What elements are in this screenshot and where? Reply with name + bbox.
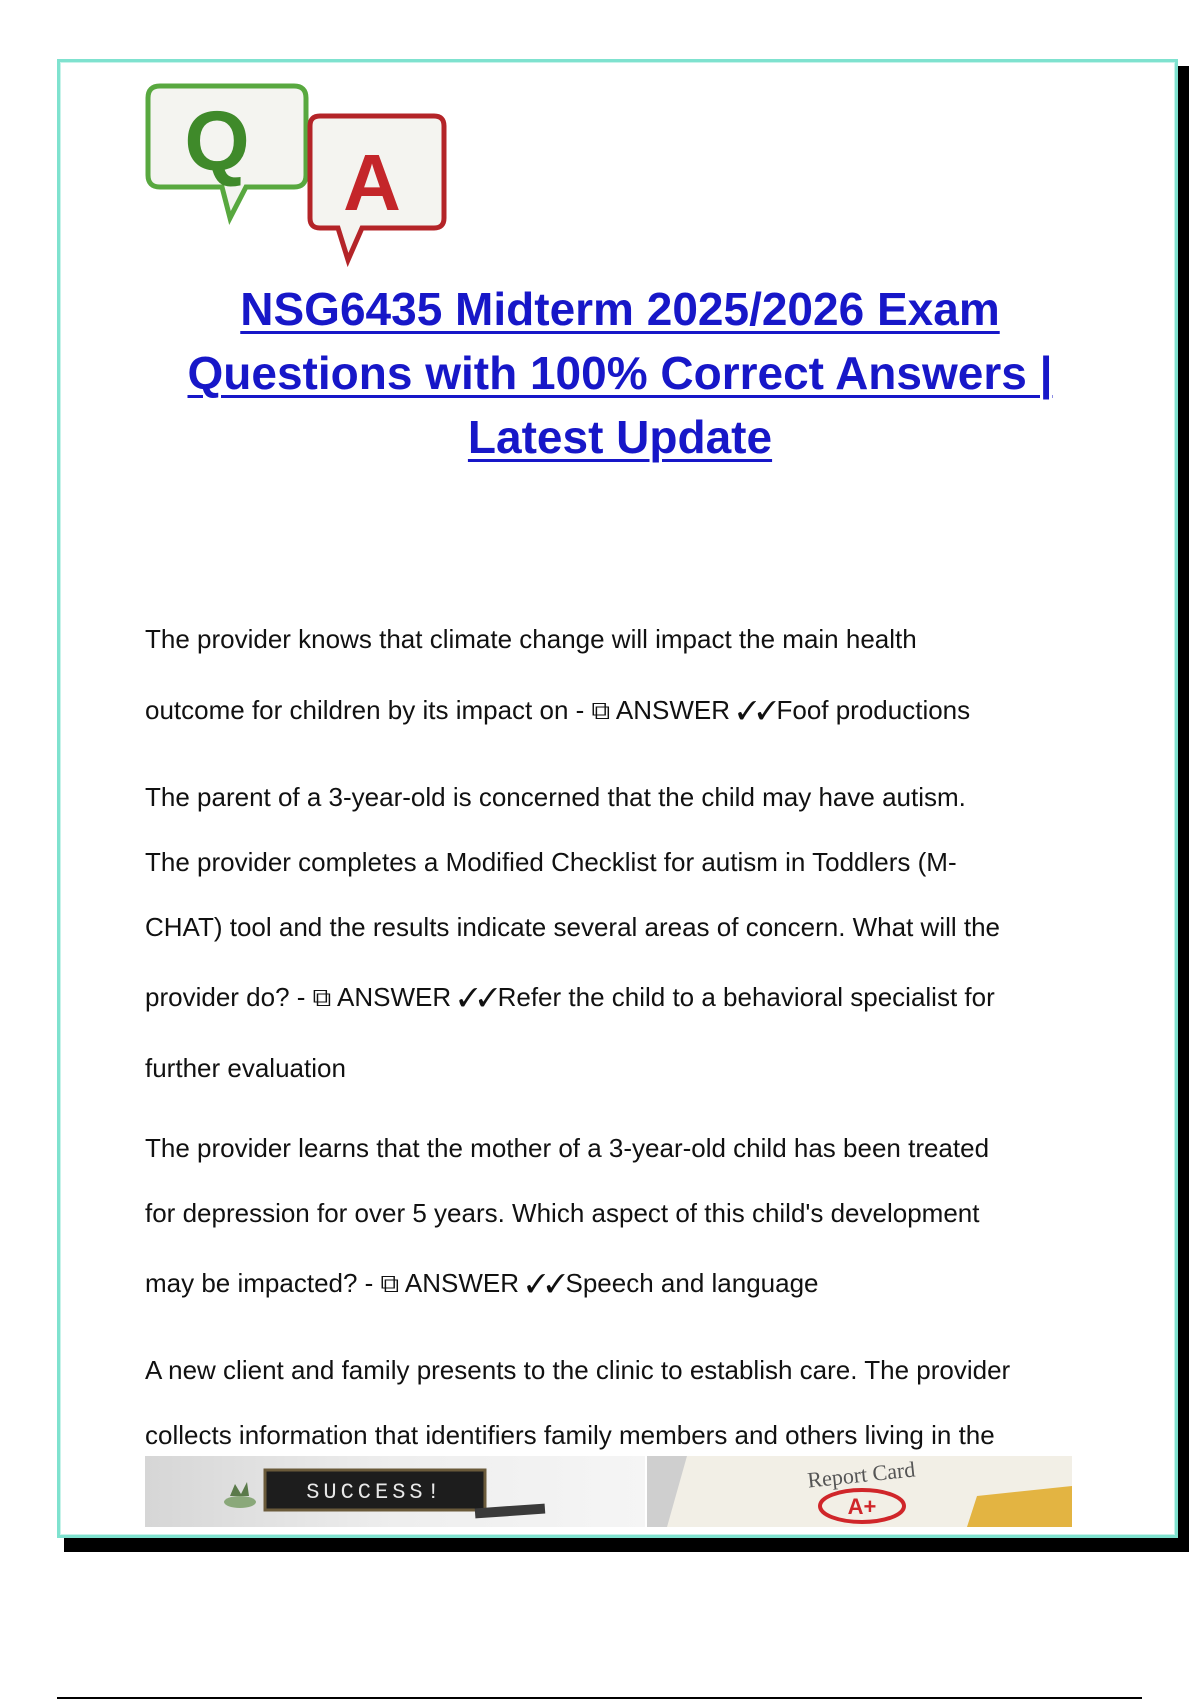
document-title	[130, 277, 1110, 469]
footer-rule	[57, 1697, 1142, 1699]
qa-line: for depression for over 5 years. Which aspect of this child's development	[145, 1198, 980, 1228]
logo-a: A	[343, 138, 401, 227]
title-link-line1[interactable]: NSG6435 Midterm 2025/2026 Exam	[240, 283, 1000, 335]
qa-line: further evaluation	[145, 1053, 346, 1083]
qa-line: CHAT) tool and the results indicate several areas of concern. What will the	[145, 912, 1001, 942]
qa-logo	[142, 80, 482, 280]
report-card-text: Report Card	[806, 1456, 917, 1493]
qa-line: provider do? - ⧉ ANSWER ✓✓Refer the child to a behavioral specialist for	[145, 982, 995, 1012]
success-chalkboard-image	[145, 1456, 645, 1527]
title-link-line2[interactable]: Questions with 100% Correct Answers |	[187, 347, 1053, 399]
qa-line: The parent of a 3-year-old is concerned that the child may have autism.	[145, 782, 966, 812]
qa-line: outcome for children by its impact on - ⧉ ANSWER ✓✓Foof productions	[145, 695, 971, 725]
qa-line: The provider completes a Modified Checklist for autism in Toddlers (M-	[145, 847, 957, 877]
grade-text: A+	[847, 1494, 877, 1519]
logo-q: Q	[184, 94, 250, 188]
report-card-image	[647, 1456, 1072, 1527]
title-link-line3[interactable]: Latest Update	[467, 411, 773, 463]
success-text: SUCCESS!	[306, 1480, 444, 1505]
qa-line: collects information that identifiers family members and others living in the	[145, 1420, 995, 1450]
qa-line: The provider knows that climate change will impact the main health	[145, 624, 917, 654]
qa-line: A new client and family presents to the clinic to establish care. The provider	[145, 1355, 1011, 1385]
qa-line: may be impacted? - ⧉ ANSWER ✓✓Speech and language	[145, 1268, 819, 1298]
qa-line: The provider learns that the mother of a 3-year-old child has been treated	[145, 1133, 990, 1163]
